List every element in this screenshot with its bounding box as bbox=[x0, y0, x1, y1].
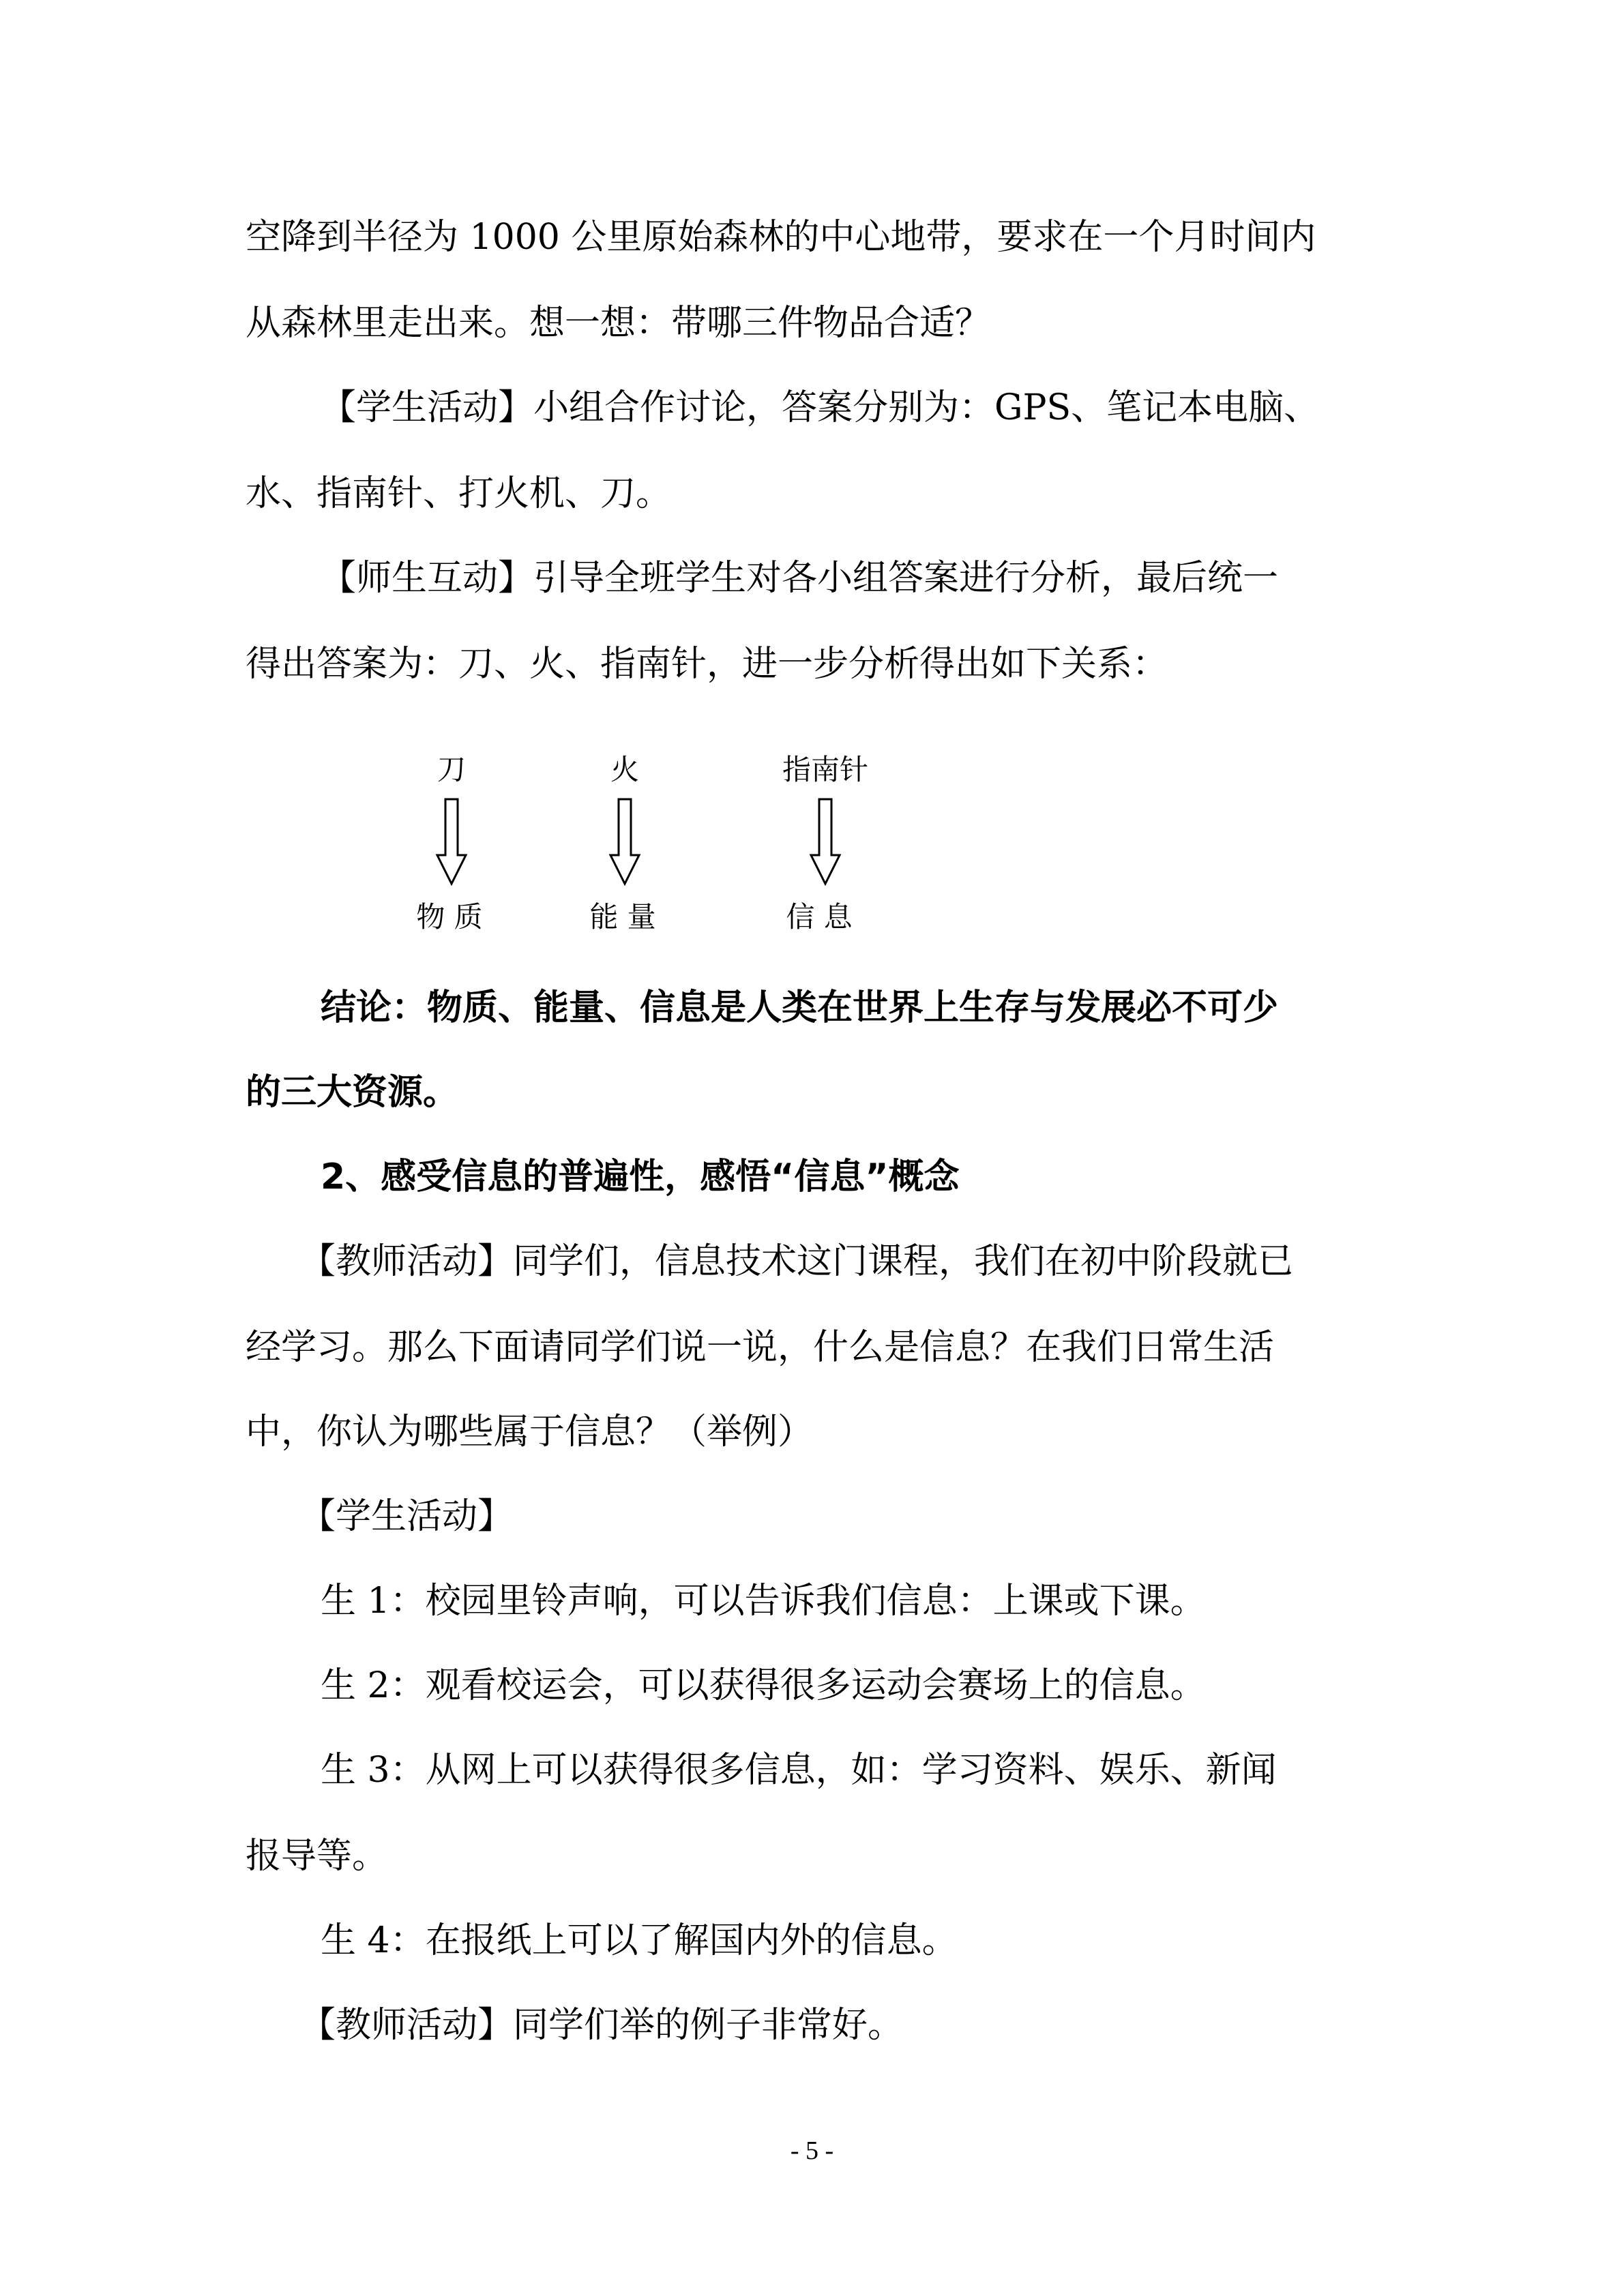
diagram-top-label-fire: 火 bbox=[610, 753, 639, 786]
paragraph-line: 中，你认为哪些属于信息？（举例） bbox=[246, 1412, 814, 1452]
paragraph-line: 报导等。 bbox=[246, 1836, 388, 1877]
diagram-bottom-label-energy: 能 量 bbox=[589, 900, 656, 934]
paragraph-line: 水、指南针、打火机、刀。 bbox=[246, 473, 672, 514]
paragraph-line: 生 4：在报纸上可以了解国内外的信息。 bbox=[321, 1920, 958, 1961]
paragraph-line: 【学生活动】 bbox=[300, 1496, 514, 1537]
paragraph-line: 【教师活动】同学们举的例子非常好。 bbox=[300, 2005, 904, 2046]
down-arrow-icon bbox=[434, 798, 469, 886]
page-number: - 5 - bbox=[790, 2136, 834, 2165]
diagram-top-label-knife: 刀 bbox=[437, 753, 466, 786]
paragraph-line: 得出答案为：刀、火、指南针，进一步分析得出如下关系： bbox=[246, 644, 1168, 685]
paragraph-line: 空降到半径为 1000 公里原始森林的中心地带，要求在一个月时间内 bbox=[246, 217, 1316, 258]
section-heading: 2、感受信息的普遍性，感悟“信息”概念 bbox=[321, 1157, 960, 1197]
diagram-bottom-label-matter: 物 质 bbox=[416, 900, 483, 934]
conclusion-line: 的三大资源。 bbox=[246, 1072, 459, 1113]
paragraph-line: 生 1：校园里铃声响，可以告诉我们信息：上课或下课。 bbox=[321, 1581, 1206, 1622]
paragraph-line: 生 2：观看校运会，可以获得很多运动会赛场上的信息。 bbox=[321, 1665, 1206, 1706]
conclusion-line: 结论：物质、能量、信息是人类在世界上生存与发展必不可少 bbox=[321, 987, 1279, 1028]
diagram-bottom-label-information: 信 息 bbox=[786, 900, 853, 934]
down-arrow-icon bbox=[608, 798, 642, 886]
paragraph-line: 生 3：从网上可以获得很多信息，如：学习资料、娱乐、新闻 bbox=[321, 1750, 1277, 1791]
paragraph-line: 【学生活动】小组合作讨论，答案分别为：GPS、笔记本电脑、 bbox=[321, 387, 1320, 428]
paragraph-line: 【教师活动】同学们，信息技术这门课程，我们在初中阶段就已 bbox=[300, 1241, 1294, 1282]
diagram-top-label-compass: 指南针 bbox=[782, 753, 868, 786]
paragraph-line: 从森林里走出来。想一想：带哪三件物品合适？ bbox=[246, 303, 991, 344]
paragraph-line: 经学习。那么下面请同学们说一说，什么是信息？在我们日常生活 bbox=[246, 1327, 1275, 1368]
down-arrow-icon bbox=[808, 798, 842, 886]
paragraph-line: 【师生互动】引导全班学生对各小组答案进行分析，最后统一 bbox=[321, 558, 1279, 599]
